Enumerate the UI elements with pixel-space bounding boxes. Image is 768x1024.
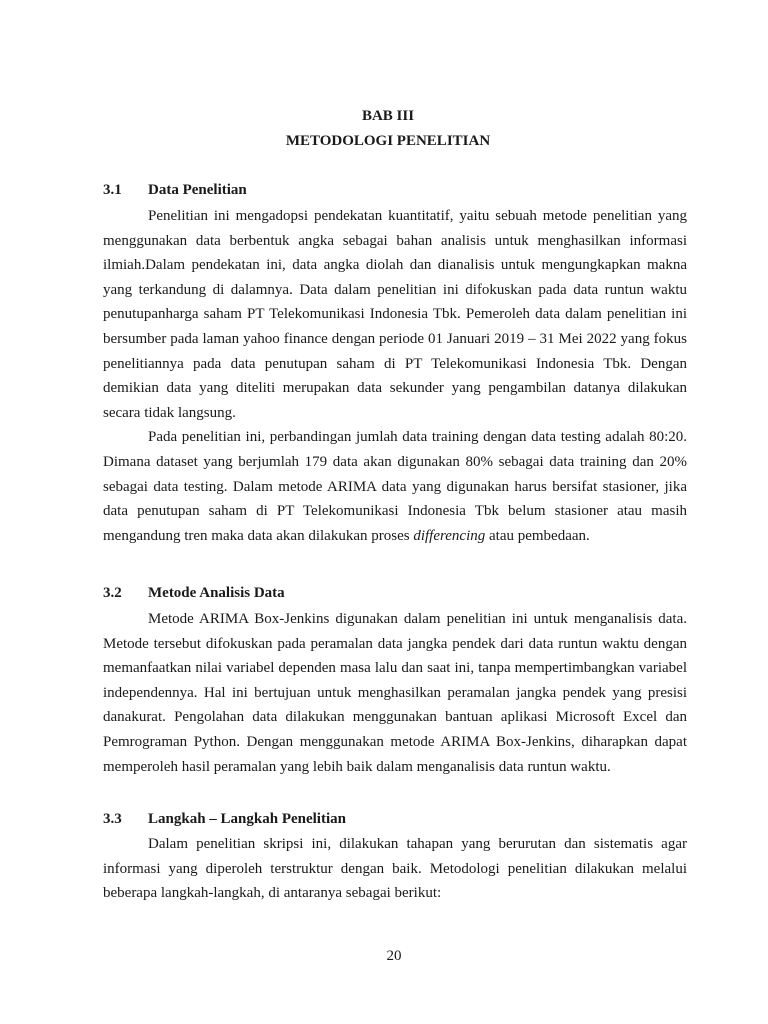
page-number: 20 — [386, 948, 402, 964]
chapter-title: METODOLOGI PENELITIAN — [285, 133, 491, 149]
section-number: 3.2 — [103, 585, 122, 601]
section-number: 3.1 — [103, 182, 122, 198]
italic-term: differencing — [413, 527, 486, 544]
section-body-3-3 — [103, 832, 687, 906]
chapter-label: BAB III — [361, 108, 415, 124]
paragraph: Metode ARIMA Box-Jenkins digunakan dalam penelitian ini untuk menganalisis data. Metode tersebut difokuskan pada peramalan data jangka pendek dari data runtun waktu dengan memanfaatkan nilai variabel dependen masa lalu dan saat ini, tanpa mempertimbangkan variabel independennya. Hal ini bertujuan untuk menghasilkan peramalan jangka pendek yang presisi danakurat. Pengolahan data dilakukan menggunakan bantuan aplikasi Microsoft Excel dan Pemrograman Python. Dengan menggunakan metode ARIMA Box-Jenkins, diharapkan dapat memperoleh hasil peramalan yang lebih baik dalam menganalisis data runtun waktu. — [103, 611, 687, 775]
section-title: Data Penelitian — [148, 182, 247, 198]
section-heading-3-1 — [103, 180, 247, 200]
paragraph: Pada penelitian ini, perbandingan jumlah data training dengan data testing adalah 80:20. Dimana dataset yang berjumlah 179 data akan digunakan 80% sebagai data training dan 20% sebagai data testing. Dalam metode ARIMA data yang digunakan harus bersifat stasioner, jika data penutupan saham di PT Telekomunikasi Indonesia Tbk belum stasioner atau masih mengandung tren maka data akan dilakukan proses differencing atau pembedaan. — [103, 429, 687, 544]
section-title: Metode Analisis Data — [148, 585, 285, 601]
section-body-3-1 — [103, 204, 687, 548]
section-number: 3.3 — [103, 811, 122, 827]
section-title: Langkah – Langkah Penelitian — [148, 811, 346, 827]
paragraph: Penelitian ini mengadopsi pendekatan kuantitatif, yaitu sebuah metode penelitian yang menggunakan data berbentuk angka sebagai bahan analisis untuk menghasilkan informasi ilmiah.Dalam pendekatan ini, data angka diolah dan dianalisis untuk mengungkapkan makna yang terkandung di dalamnya. Data dalam penelitian ini difokuskan pada data runtun waktu penutupanharga saham PT Telekomunikasi Indonesia Tbk. Pemeroleh data dalam penelitian ini bersumber pada laman yahoo finance dengan periode 01 Januari 2019 – 31 Mei 2022 yang fokus penelitiannya pada data penutupan saham di PT Telekomunikasi Indonesia Tbk. Dengan demikian data yang diteliti merupakan data sekunder yang pengambilan datanya dilakukan secara tidak langsung. — [103, 208, 687, 421]
section-heading-3-3 — [103, 809, 346, 829]
paragraph: Dalam penelitian skripsi ini, dilakukan tahapan yang berurutan dan sistematis agar informasi yang diperoleh terstruktur dengan baik. Metodologi penelitian dilakukan melalui beberapa langkah-langkah, di antaranya sebagai berikut: — [103, 836, 687, 902]
section-heading-3-2 — [103, 583, 285, 603]
section-body-3-2 — [103, 607, 687, 779]
